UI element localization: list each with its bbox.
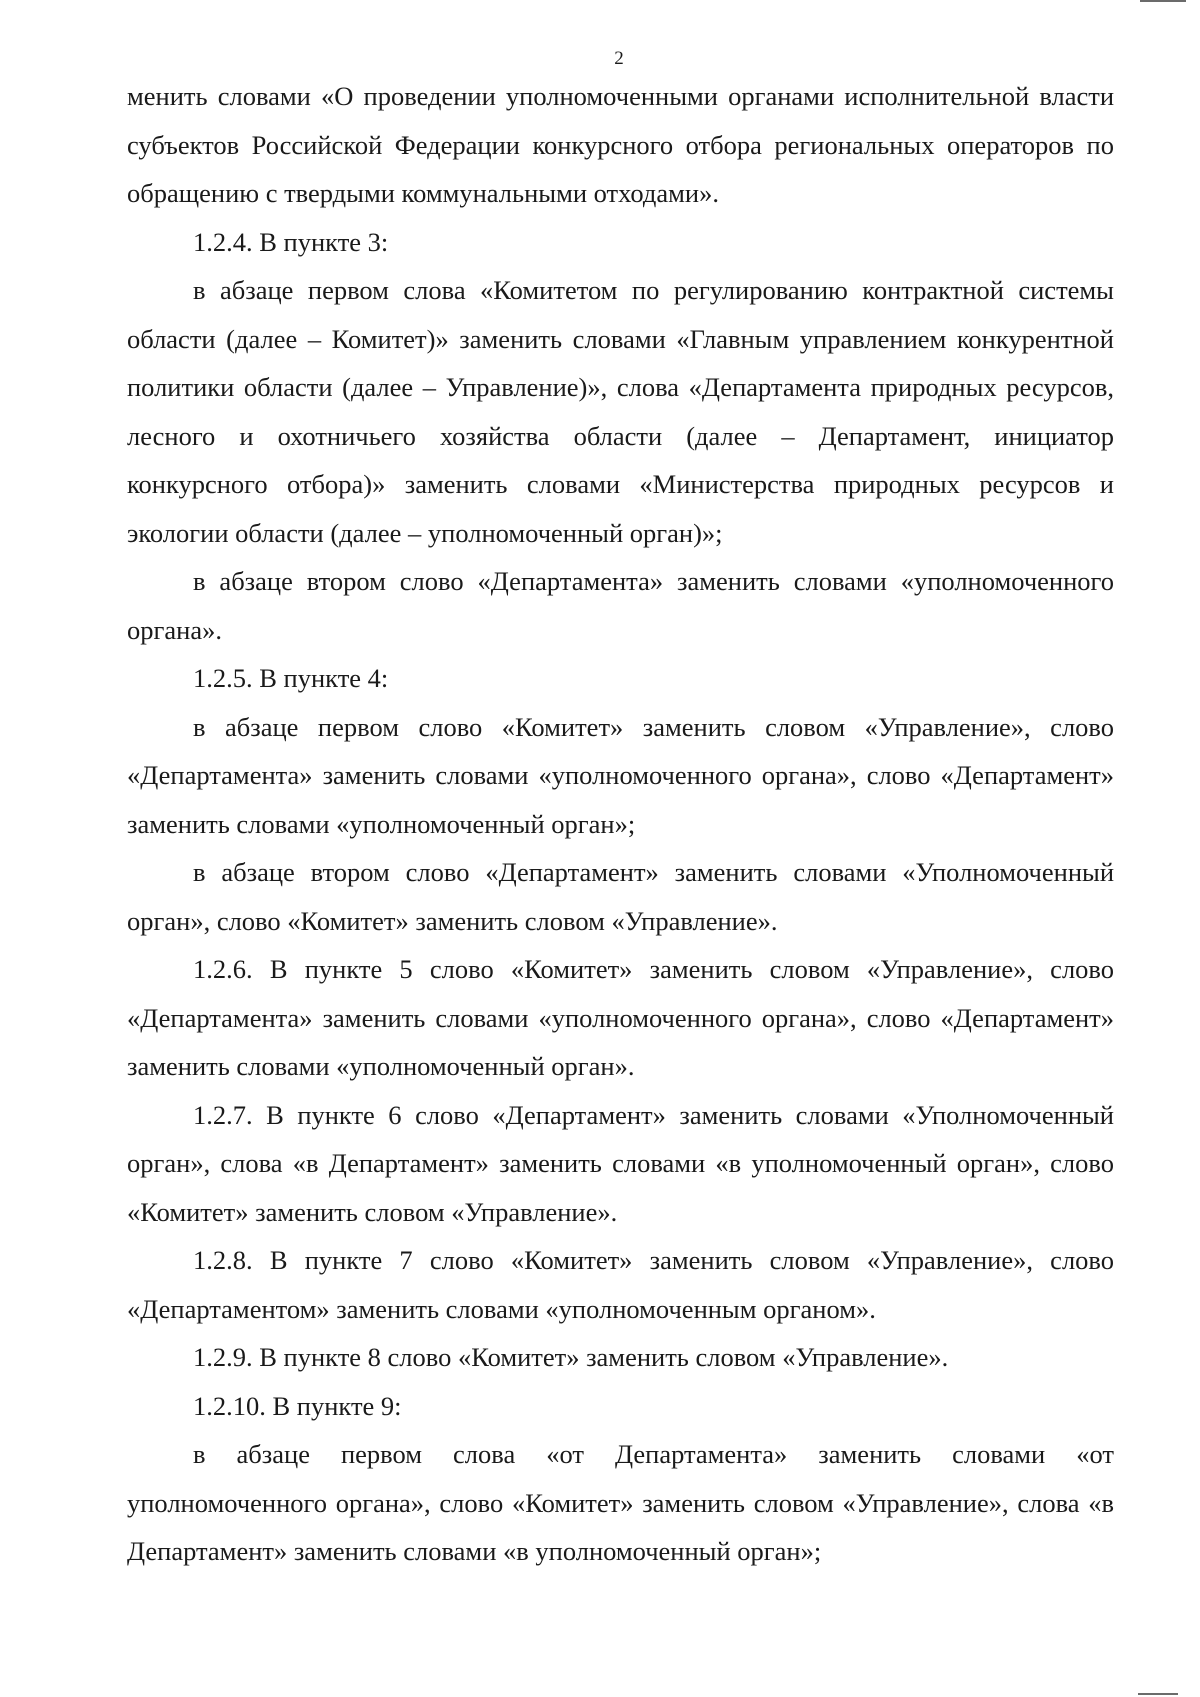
paragraph-item-1-2-6: 1.2.6. В пункте 5 слово «Комитет» заменить словом «Управление», слово «Департамента» заменить словами «уполномоченного органа», слово «Департамент» заменить словами «уполномоченный орган».	[127, 954, 1114, 1081]
paragraph-item-1-2-9: 1.2.9. В пункте 8 слово «Комитет» заменить словом «Управление».	[193, 1342, 949, 1372]
paragraph-item-1-2-7: 1.2.7. В пункте 6 слово «Департамент» заменить словами «Уполномоченный орган», слова «в Департамент» заменить словами «в уполномоченный орган», слово «Комитет» заменить словом «Управление».	[127, 1099, 1114, 1227]
paragraph: в абзаце втором слово «Департамент» заменить словами «Уполномоченный орган», слово «Комитет» заменить словом «Управление».	[127, 857, 1114, 936]
paragraph-continuation: менить словами «О проведении уполномоченными органами исполнительной власти субъектов Российской Федерации конкурсного отбора региональных операторов по обращению с твердыми коммунальными отходами».	[127, 81, 1114, 208]
paragraph-item-1-2-5: 1.2.5. В пункте 4:	[193, 663, 389, 693]
paragraph-item-1-2-8: 1.2.8. В пункте 7 слово «Комитет» заменить словом «Управление», слово «Департаментом» заменить словами «уполномоченным органом».	[127, 1245, 1114, 1324]
scan-artifact-top-right	[1140, 0, 1186, 2]
paragraph: в абзаце первом слово «Комитет» заменить словом «Управление», слово «Департамента» заменить словами «уполномоченного органа», слово «Департамент» заменить словами «уполномоченный орган»;	[127, 711, 1114, 839]
paragraph-item-1-2-4: 1.2.4. В пункте 3:	[193, 226, 389, 257]
scan-artifact-bottom-right	[1138, 1693, 1178, 1695]
document-body	[127, 72, 1114, 1576]
paragraph-item-1-2-10: 1.2.10. В пункте 9:	[193, 1390, 402, 1421]
paragraph: в абзаце первом слова «от Департамента» заменить словами «от уполномоченного органа», слово «Комитет» заменить словом «Управление», слова «в Департамент» заменить словами «в уполномоченный орган»;	[127, 1439, 1114, 1566]
paragraph: в абзаце втором слово «Департамента» заменить словами «уполномоченного органа».	[127, 566, 1114, 645]
paragraph: в абзаце первом слова «Комитетом по регулированию контрактной системы области (далее – Комитет)» заменить словами «Главным управлением конкурентной политики области (далее – Управление)», слова «Департамента природных ресурсов, лесного и охотничьего хозяйства области (далее – Департамент, инициатор конкурсного отбора)» заменить словами «Министерства природных ресурсов и экологии области (далее – уполномоченный орган)»;	[127, 275, 1114, 548]
page-number: 2	[614, 48, 624, 69]
